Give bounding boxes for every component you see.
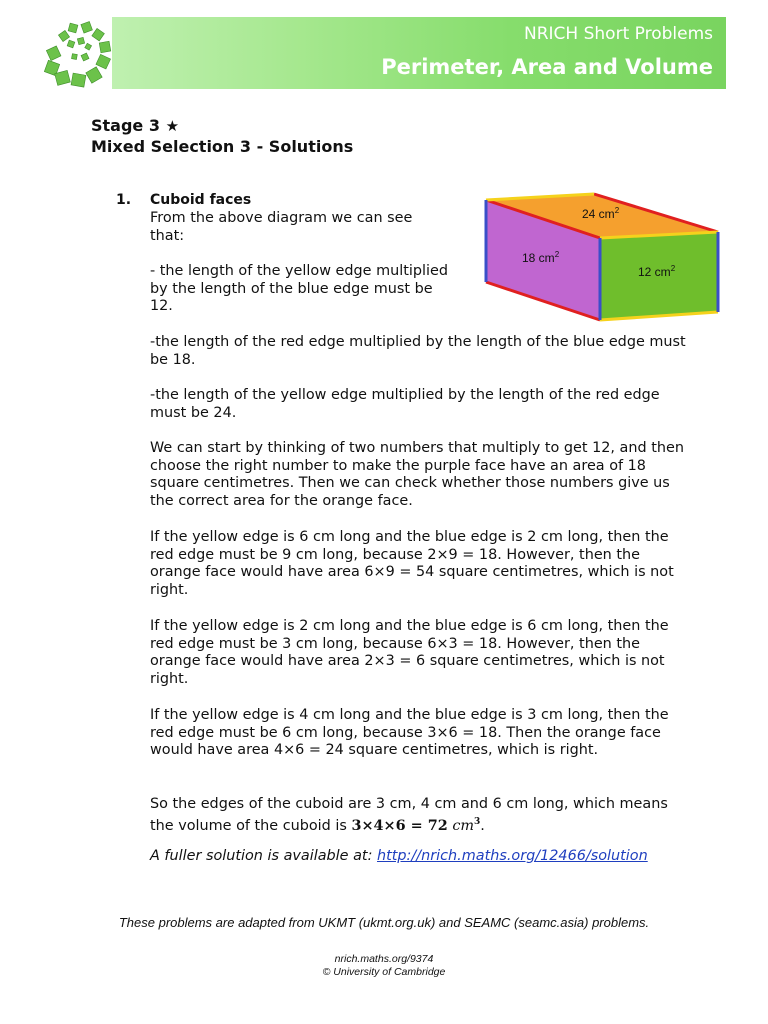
intro-line: From the above diagram we can see that: [150, 210, 413, 244]
paragraph-red-blue: -the length of the red edge multiplied by the length of the blue edge must be 18. [150, 334, 686, 368]
footer-url: nrich.maths.org/9374 [334, 953, 434, 965]
paragraph-trial-2: If the yellow edge is 2 cm long and the blue edge is 6 cm long, then the red edge must be 3 cm long, because 6×3 = 18. However, then the orange face would have area 2×3 = 6 square centimetres, which is not right. [150, 618, 669, 688]
stage-label: Stage 3 [91, 116, 160, 135]
conclusion-text: So the edges of the cuboid are 3 cm, 4 cm and 6 cm long, which means the volume of the cuboid is [150, 796, 668, 834]
star-icon: ★ [165, 117, 180, 135]
volume-exponent: 3 [474, 816, 481, 827]
paragraph-strategy: We can start by thinking of two numbers that multiply to get 12, and then choose the right number to make the purple face have an area of 18 square centimetres. Then we can check whether those numbers give us the correct area for the orange face. [150, 440, 684, 510]
question-title: Cuboid faces [150, 192, 252, 208]
conclusion-period: . [480, 817, 485, 834]
paragraph-conclusion [150, 796, 690, 835]
side-face-label: 12 $cm^2$ [638, 264, 676, 279]
intro-paragraph: - the length of the yellow edge multiplied by the length of the blue edge must be 12. [150, 263, 449, 315]
question-number: 1. [116, 192, 132, 208]
page-subtitle: Mixed Selection 3 - Solutions [91, 137, 354, 156]
equals-sign: = [405, 816, 428, 834]
brand-line: NRICH Short Problems [524, 24, 713, 44]
header-banner [112, 17, 726, 89]
fuller-solution-text: A fuller solution is available at: [150, 848, 377, 864]
volume-unit: cm [452, 817, 475, 834]
paragraph-trial-3: If the yellow edge is 4 cm long and the blue edge is 3 cm long, then the red edge must be 6 cm long, because 3×6 = 18. Then the orange face would have area 4×6 = 24 square centimetres, which is right. [150, 707, 669, 759]
stage-heading [91, 116, 179, 135]
fuller-solution-line [150, 848, 690, 866]
footer-copyright: © University of Cambridge [322, 966, 446, 978]
front-face-label: 18 $cm^2$ [522, 250, 560, 265]
volume-expression: 3×4×6 [351, 816, 406, 834]
solution-link[interactable]: http://nrich.maths.org/12466/solution [377, 848, 648, 864]
cuboid-diagram [478, 190, 723, 325]
paragraph-yellow-red: -the length of the yellow edge multiplied by the length of the red edge must be 24. [150, 387, 660, 421]
nrich-logo-icon [38, 14, 120, 90]
volume-value: 72 [427, 816, 448, 834]
topic-title: Perimeter, Area and Volume [381, 55, 713, 79]
adapted-note: These problems are adapted from UKMT (ukmt.org.uk) and SEAMC (seamc.asia) problems. [118, 915, 650, 930]
top-face-label: 24 $cm^2$ [582, 206, 620, 221]
paragraph-trial-1: If the yellow edge is 6 cm long and the blue edge is 2 cm long, then the red edge must be 9 cm long, because 2×9 = 18. However, then the orange face would have area 6×9 = 54 square centimetres, which is not right. [150, 529, 674, 599]
